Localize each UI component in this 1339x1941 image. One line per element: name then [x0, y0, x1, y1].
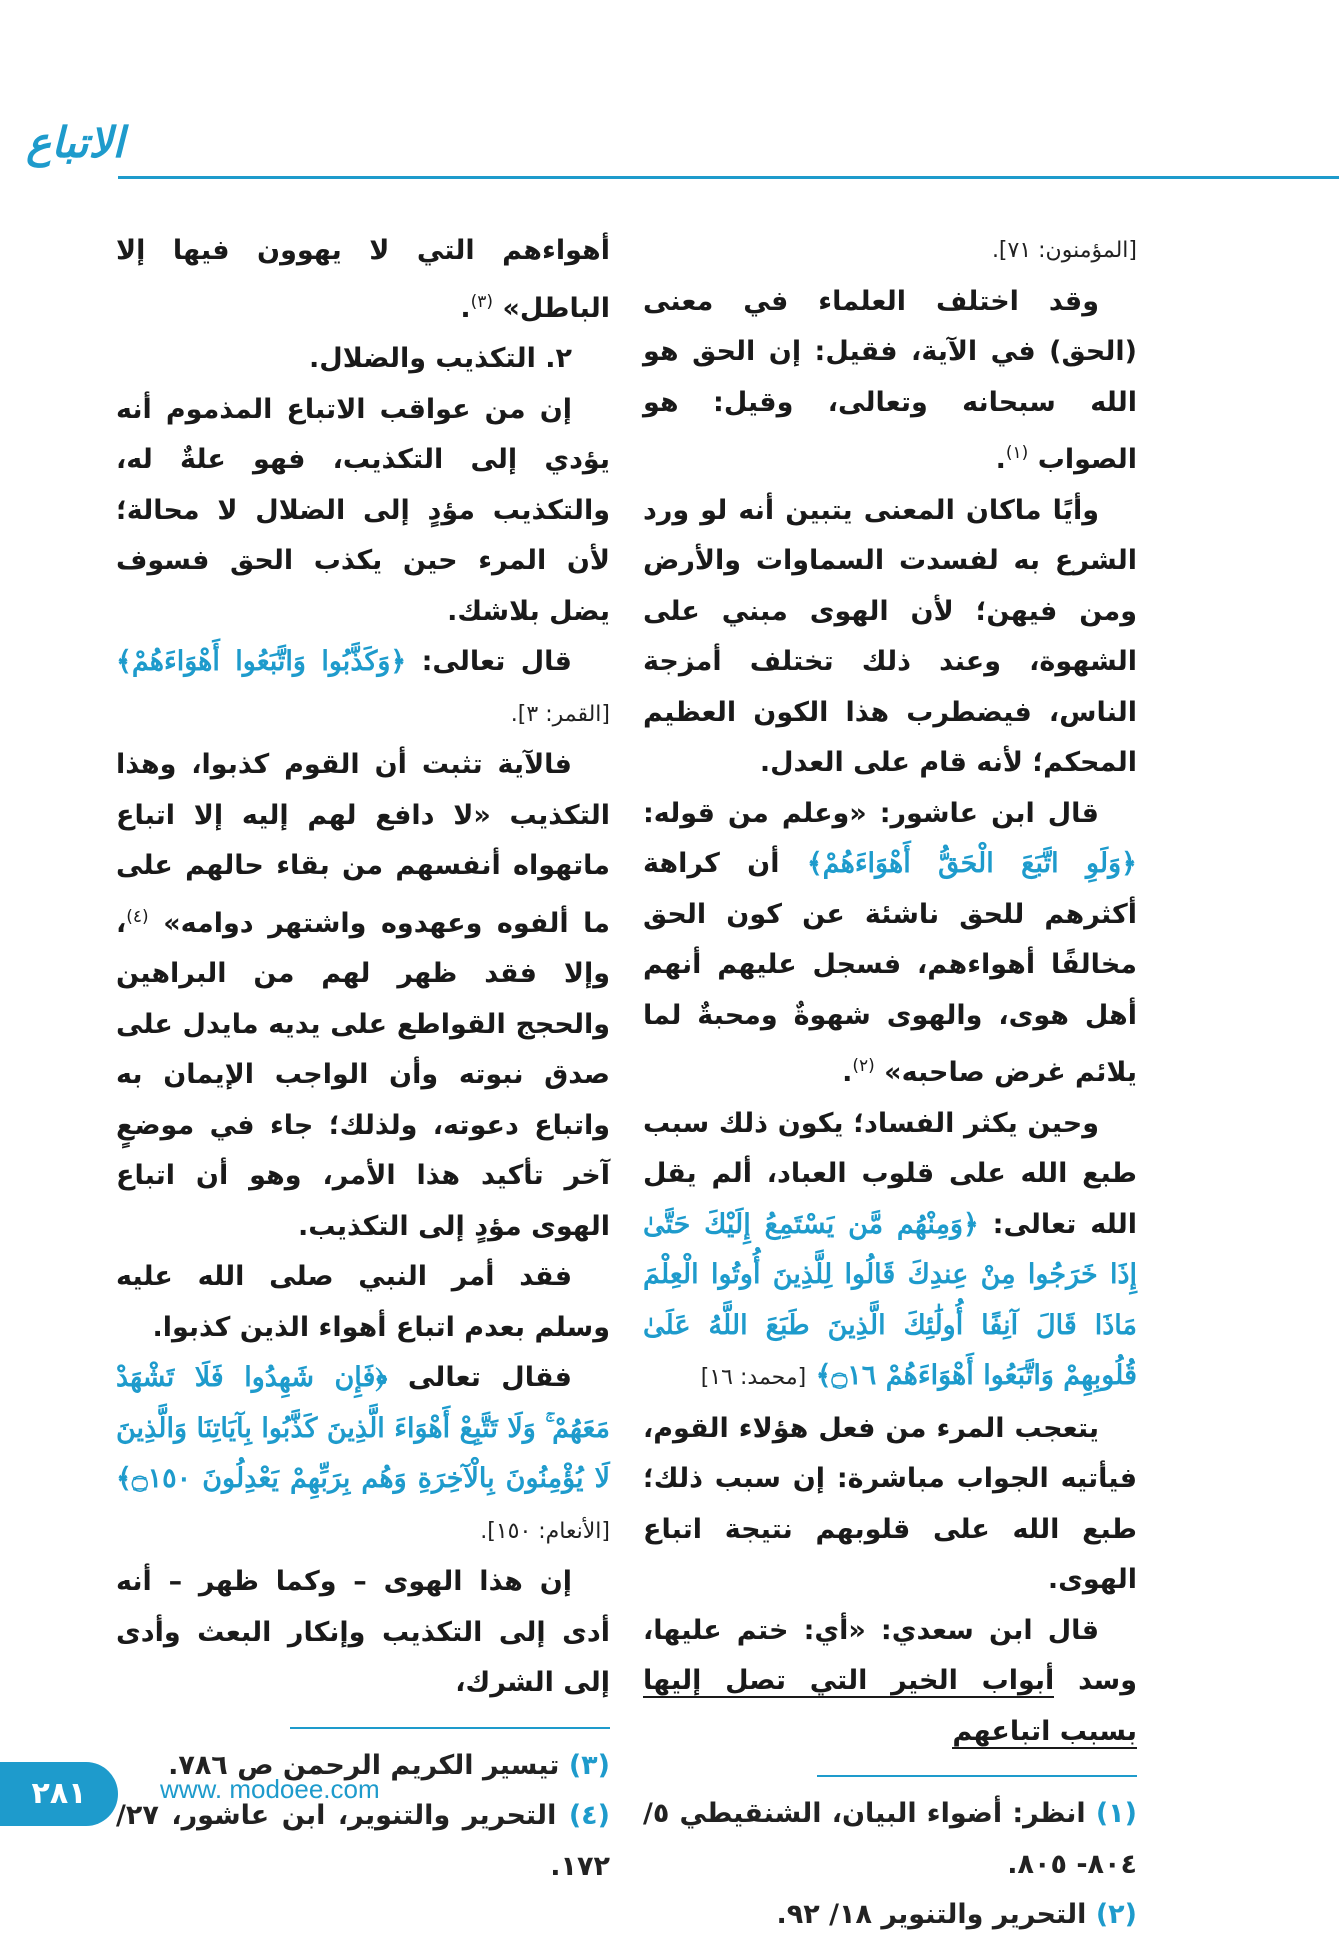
running-header-title: الاتباع [26, 118, 124, 167]
paragraph: وقد اختلف العلماء في معنى (الحق) في الآية، فقيل: إن الحق هو الله سبحانه وتعالى، وقيل: هو الصواب $^{(١)}$. [643, 285, 1137, 475]
paragraph: وحين يكثر الفساد؛ يكون ذلك سبب طبع الله على قلوب العباد، ألم يقل الله تعالى: ﴿وَمِنْهُم مَّن يَسْتَمِعُ إِلَيْكَ حَتَّىٰ إِذَا خَرَجُوا مِنْ عِندِكَ قَالُوا لِلَّذِينَ أُوتُوا الْعِلْمَ مَاذَا قَالَ آنِفًا أُولَٰئِكَ الَّذِينَ طَبَعَ اللَّهُ عَلَىٰ قُلُوبِهِمْ وَاتَّبَعُوا أَهْوَاءَهُمْ ۝١٦﴾ [محمد: ١٦] [643, 1107, 1138, 1391]
verse-reference: [الأنعام: ١٥٠]. [480, 1518, 610, 1544]
quran-verse: ﴿وَمِنْهُم مَّن يَسْتَمِعُ إِلَيْكَ حَتَّىٰ إِذَا خَرَجُوا مِنْ عِندِكَ قَالُوا لِلَّذِينَ أُوتُوا الْعِلْمَ مَاذَا قَالَ آنِفًا أُولَٰئِكَ الَّذِينَ طَبَعَ اللَّهُ عَلَىٰ قُلُوبِهِمْ وَاتَّبَعُوا أَهْوَاءَهُمْ ۝١٦﴾ [643, 1208, 1137, 1391]
footnote-divider [817, 1775, 1137, 1777]
paragraph: أهواءهم التي لا يهوون فيها إلا الباطل» $^{(٣)}$. [116, 235, 610, 324]
website-link[interactable]: www. modoee.com [160, 1774, 380, 1804]
quran-verse: ﴿وَلَوِ اتَّبَعَ الْحَقُّ أَهْوَاءَهُمْ﴾ [806, 848, 1137, 879]
paragraph: قال تعالى: ﴿وَكَذَّبُوا وَاتَّبَعُوا أَهْوَاءَهُمْ﴾ [القمر: ٣]. [116, 646, 610, 727]
paragraph: فقال تعالى ﴿فَإِن شَهِدُوا فَلَا تَشْهَدْ مَعَهُمْ ۚ وَلَا تَتَّبِعْ أَهْوَاءَ الَّذِينَ كَذَّبُوا بِآيَاتِنَا وَالَّذِينَ لَا يُؤْمِنُونَ بِالْآخِرَةِ وَهُم بِرَبِّهِمْ يَعْدِلُونَ ۝١٥٠﴾ [الأنعام: ١٥٠]. [116, 1362, 610, 1544]
paragraph: قال ابن عاشور: «وعلم من قوله: ﴿وَلَوِ اتَّبَعَ الْحَقُّ أَهْوَاءَهُمْ﴾ أن كراهة أكثرهم للحق ناشئة عن كون الحق مخالفًا أهواءهم، فسجل عليهم أنهم أهل هوى، والهوى شهوةٌ ومحبةٌ لما يلائم غرض صاحبه» $^{(٢)}$. [643, 797, 1137, 1088]
footnote: (٣) تيسير الكريم الرحمن ص ٧٨٦. [168, 1749, 610, 1781]
quran-verse: ﴿فَإِن شَهِدُوا فَلَا تَشْهَدْ مَعَهُمْ ۚ وَلَا تَتَّبِعْ أَهْوَاءَ الَّذِينَ كَذَّبُوا بِآيَاتِنَا وَالَّذِينَ لَا يُؤْمِنُونَ بِالْآخِرَةِ وَهُم بِرَبِّهِمْ يَعْدِلُونَ ۝١٥٠﴾ [116, 1362, 610, 1494]
right-column [643, 226, 1137, 1941]
paragraph: وأيًا ماكان المعنى يتبين أنه لو ورد الشرع به لفسدت السماوات والأرض ومن فيهن؛ لأن الهوى مبني على الشهوة، وعند ذلك تختلف أمزجة الناس، فيضطرب هذا الكون العظيم المحكم؛ لأنه قام على العدل. [643, 494, 1137, 778]
verse-reference: [القمر: ٣]. [510, 701, 610, 727]
paragraph: إن هذا الهوى – وكما ظهر – أنه أدى إلى التكذيب وإنكار البعث وأدى إلى الشرك، [116, 1566, 610, 1698]
verse-reference: [المؤمنون: ٧١]. [991, 238, 1137, 263]
footnote-marker[interactable]: (٢) [852, 1056, 875, 1076]
footnote-marker[interactable]: (٤) [126, 906, 149, 927]
paragraph: فقد أمر النبي صلى الله عليه وسلم بعدم اتباع أهواء الذين كذبوا. [116, 1261, 610, 1343]
footnote-marker[interactable]: (١) [1005, 443, 1029, 463]
paragraph: إن من عواقب الاتباع المذموم أنه يؤدي إلى التكذيب، فهو علةٌ له، والتكذيب مؤدٍ إلى الضلال لا محالة؛ لأن المرء حين يكذب الحق فسوف يضل بلاشك. [116, 393, 610, 627]
footnote: (٢) التحرير والتنوير ١٨/ ٩٢. [776, 1899, 1137, 1930]
section-heading: ٢. التكذيب والضلال. [309, 343, 572, 374]
quran-verse: ﴿وَكَذَّبُوا وَاتَّبَعُوا أَهْوَاءَهُمْ﴾ [116, 646, 407, 677]
footnote-marker[interactable]: (٣) [470, 291, 494, 312]
page-number-badge: ٢٨١ [0, 1762, 118, 1826]
paragraph: فالآية تثبت أن القوم كذبوا، وهذا التكذيب «لا دافع لهم إليه إلا اتباع ماتهواه أنفسهم من بقاء حالهم على ما ألفوه وعهدوه واشتهر دوامه» $^{(٤)}$، وإلا فقد ظهر لهم من البراهين والحجج القواطع على يديه مايدل على صدق نبوته وأن الواجب الإيمان به واتباع دعوته، ولذلك؛ جاء في موضعٍ آخر تأكيد هذا الأمر، وهو أن اتباع الهوى مؤدٍ إلى التكذيب. [116, 749, 610, 1242]
paragraph: قال ابن سعدي: «أي: ختم عليها، وسد أبواب الخير التي تصل إليها بسبب اتباعهم [643, 1614, 1137, 1747]
header-rule [118, 176, 1339, 179]
footnote: (٤) التحرير والتنوير، ابن عاشور، ٢٧/ ١٧٢. [116, 1800, 610, 1882]
verse-reference: [محمد: ١٦] [700, 1365, 807, 1390]
footnote-divider [290, 1727, 610, 1729]
footnote: (١) انظر: أضواء البيان، الشنقيطي ٥/ ٨٠٤- ٨٠٥. [643, 1798, 1137, 1880]
paragraph: يتعجب المرء من فعل هؤلاء القوم، فيأتيه الجواب مباشرة: إن سبب ذلك؛ طبع الله على قلوبهم نتيجة اتباع الهوى. [643, 1412, 1137, 1595]
left-column [116, 226, 610, 1892]
